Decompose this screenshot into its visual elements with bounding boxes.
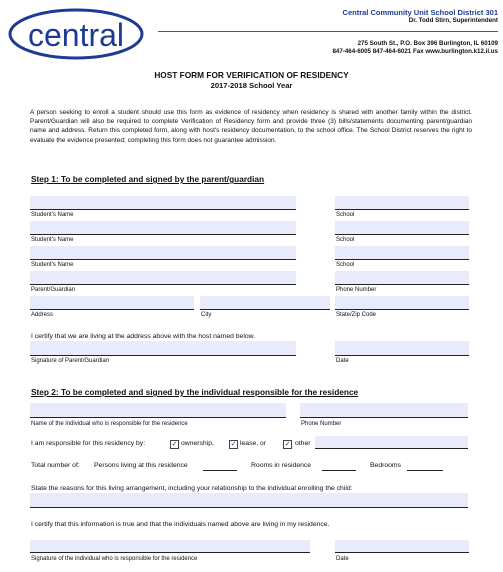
intro-paragraph: A person seeking to enroll a student should use this form as evidence of residency when residency is shared with another family within the district. Parent/Guardian will also be required to complete Verification of Residency form and provide three (3) bills/statements documenting parent/guardian name and address. Return this completed form, along with host's residency documentation, to the school office. The School District reserves the right to evaluate the evidence presented; completing this form does not guarantee admission. (30, 109, 472, 144)
other-checkbox[interactable]: ✓ (284, 441, 291, 448)
ownership-label: ownership, (181, 440, 214, 447)
district-logo (6, 2, 146, 62)
student-name-label-2: Student's Name (31, 237, 74, 243)
responsible-by-text: I am responsible for this residency by: (31, 440, 146, 447)
bedrooms-label: Bedrooms (370, 462, 401, 469)
school-label-1: School (336, 212, 355, 218)
parent-guardian-label: Parent/Guardian (31, 287, 76, 293)
host-phone-field[interactable] (300, 403, 468, 418)
address-label: Address (31, 312, 54, 318)
student-name-label-1: Student's Name (31, 212, 74, 218)
state-zip-label: State/Zip Code (336, 312, 377, 318)
other-label: other (295, 440, 311, 447)
address-field[interactable] (30, 296, 194, 310)
district-address: 275 South St., P.O. Box 396 Burlington, IL 60109 (357, 40, 498, 47)
parent-signature-field[interactable] (30, 341, 296, 356)
rooms-label: Rooms in residence (251, 462, 312, 469)
city-field[interactable] (200, 296, 330, 310)
reasons-text: State the reasons for this living arrangement, including your relationship to the individual enrolling the child: (31, 485, 353, 492)
parent-guardian-field[interactable] (30, 271, 296, 285)
phone-number-label: Phone Number (336, 287, 377, 293)
step1-heading: Step 1: To be completed and signed by the parent/guardian (31, 174, 265, 184)
host-name-label: Name of the individual who is responsible for the residence (31, 421, 188, 427)
bedrooms-field[interactable] (407, 461, 443, 471)
school-label-2: School (336, 237, 355, 243)
host-signature-label: Signature of the individual who is responsible for the residence (31, 556, 198, 562)
ownership-checkbox[interactable]: ✓ (171, 441, 178, 448)
district-name: Central Community Unit School District 301 (342, 8, 498, 17)
header-divider (158, 31, 498, 32)
host-date-label: Date (336, 556, 349, 562)
parent-certify-text: I certify that we are living at the address above with the host named below. (31, 333, 256, 340)
step2-heading: Step 2: To be completed and signed by the individual responsible for the residence (31, 387, 359, 397)
school-field-3[interactable] (335, 246, 469, 260)
school-field-1[interactable] (335, 196, 469, 210)
logo-text: central (27, 17, 125, 53)
school-label-3: School (336, 262, 355, 268)
persons-label: Persons living at this residence (94, 462, 188, 469)
lease-checkbox[interactable]: ✓ (230, 441, 237, 448)
student-name-label-3: Student's Name (31, 262, 74, 268)
host-phone-label: Phone Number (301, 421, 342, 427)
phone-number-field[interactable] (335, 271, 469, 285)
total-number-label: Total number of: (31, 462, 80, 469)
student-name-field-1[interactable] (30, 196, 296, 210)
host-certify-text: I certify that this information is true and that the individuals named above are living in my residence. (31, 521, 330, 528)
parent-signature-label: Signature of Parent/Guardian (31, 358, 110, 364)
reasons-field[interactable] (30, 493, 468, 508)
school-field-2[interactable] (335, 221, 469, 235)
other-field[interactable] (315, 436, 468, 449)
district-contact: 847-464-6005 847-464-6021 Fax www.burlington.k12.il.us (332, 48, 498, 55)
lease-label: lease, or (240, 440, 267, 447)
host-signature-field[interactable] (30, 540, 310, 553)
form-title: HOST FORM FOR VERIFICATION OF RESIDENCY (154, 70, 349, 80)
host-name-field[interactable] (30, 403, 286, 418)
school-year: 2017-2018 School Year (210, 81, 293, 90)
parent-date-label: Date (336, 358, 349, 364)
student-name-field-2[interactable] (30, 221, 296, 235)
superintendent-name: Dr. Todd Stirn, Superintendent (408, 17, 498, 24)
rooms-field[interactable] (322, 461, 356, 471)
student-name-field-3[interactable] (30, 246, 296, 260)
host-date-field[interactable] (335, 540, 469, 553)
parent-date-field[interactable] (335, 341, 469, 356)
persons-field[interactable] (203, 461, 237, 471)
city-label: City (201, 312, 212, 318)
state-zip-field[interactable] (335, 296, 469, 310)
